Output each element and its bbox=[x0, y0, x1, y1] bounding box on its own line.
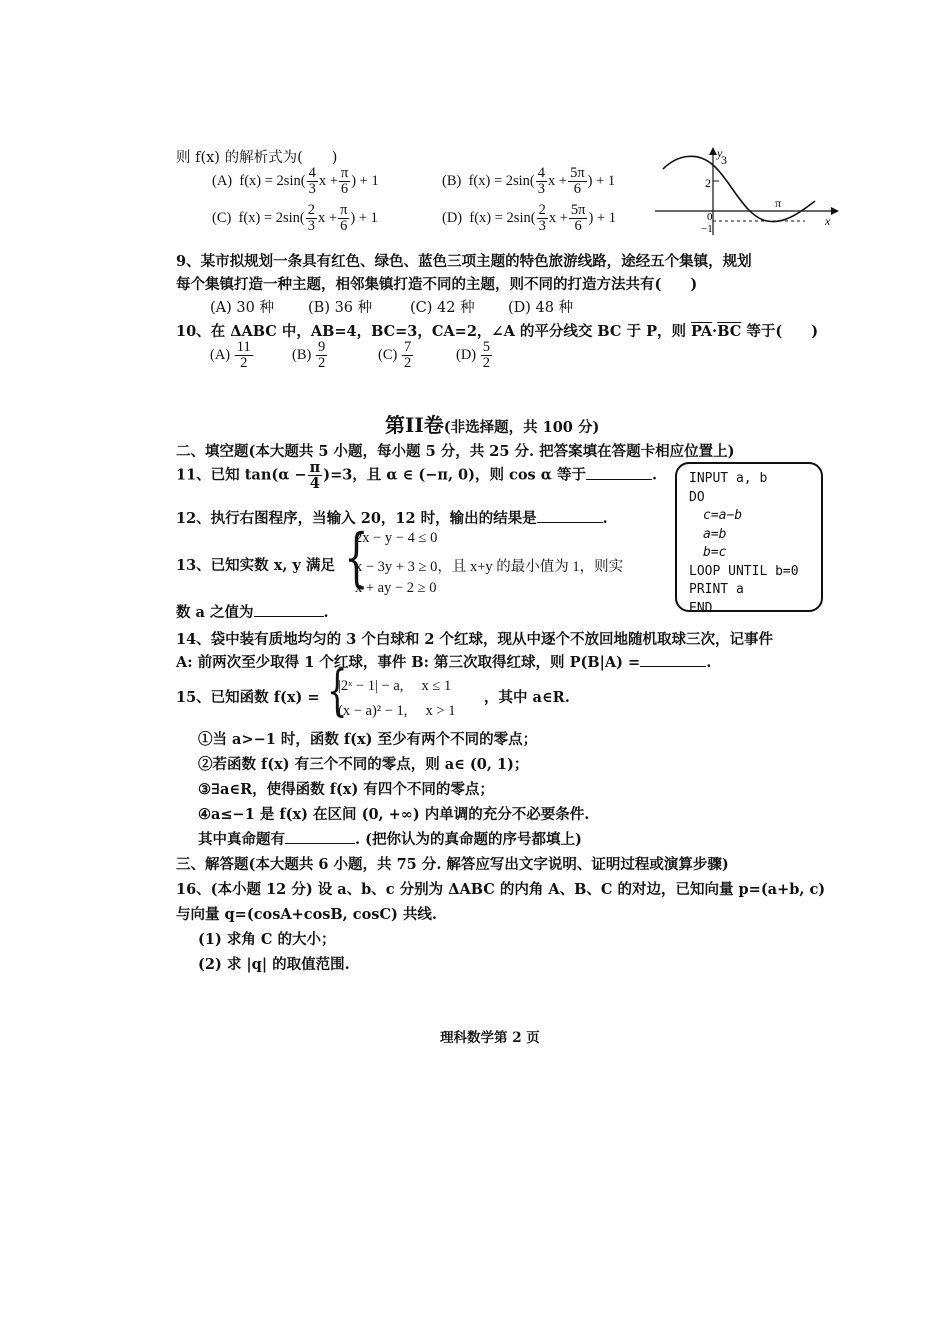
q13-ineq-1: 2x − y − 4 ≤ 0 bbox=[355, 530, 438, 546]
q16-line1: 16、(本小题 12 分) 设 a、b、c 分别为 ΔABC 的内角 A、B、C 的对边，已知向量 p=(a+b, c) bbox=[176, 881, 826, 898]
q9-option-d: (D) 48 种 bbox=[508, 300, 574, 316]
origin-label: 0 bbox=[707, 211, 713, 223]
q15-answer-blank bbox=[285, 843, 355, 844]
q16-sub2: (2) 求 |q| 的取值范围. bbox=[198, 956, 350, 973]
q8-stem: 则 f(x) 的解析式为( ) bbox=[176, 150, 338, 166]
q14-answer-blank bbox=[640, 666, 706, 667]
q9-line2: 每个集镇打造一种主题，相邻集镇打造不同的主题，则不同的打造方法共有( ) bbox=[176, 276, 698, 293]
program-line-4: a=b bbox=[703, 526, 727, 542]
part2-title: 第II卷(非选择题，共 100 分) bbox=[385, 413, 600, 437]
page-footer: 理科数学第 2 页 bbox=[440, 1030, 540, 1046]
section3-header: 三、解答题(本大题共 6 小题，共 75 分. 解答应写出文字说明、证明过程或演算步骤) bbox=[176, 856, 729, 873]
x-axis-arrow bbox=[831, 207, 839, 215]
program-line-3: c=a−b bbox=[703, 508, 743, 523]
program-line-8: END bbox=[689, 600, 713, 616]
q15-item-1: ①当 a>−1 时，函数 f(x) 至少有两个不同的零点； bbox=[198, 731, 538, 748]
q8-option-a: (A) f(x) = 2sin( $\frac{4}{3}$ x + $\frac{\pi}{6}$ ) + 1 bbox=[212, 165, 379, 198]
program-line-1: INPUT a, b bbox=[689, 471, 768, 486]
program-box bbox=[675, 462, 823, 616]
q15-case-1: |2ˣ − 1| − a, x ≤ 1 bbox=[338, 678, 452, 694]
q15-item-4: ④a≤−1 是 f(x) 在区间 (0, +∞) 内单调的充分不必要条件. bbox=[198, 806, 590, 823]
q8-option-b: (B) f(x) = 2sin( $\frac{4}{3}$ x + $\frac{5\pi}{6}$ ) + 1 bbox=[442, 165, 616, 198]
q13-answer-blank bbox=[254, 616, 324, 617]
x-label-pi: π bbox=[775, 196, 782, 210]
vector-bc: $\overline{BC}$ bbox=[717, 323, 742, 340]
section2-header: 二、填空题(本大题共 5 小题，每小题 5 分，共 25 分. 把答案填在答题卡相应位置上) bbox=[176, 443, 735, 460]
program-line-6: LOOP UNTIL b=0 bbox=[689, 563, 799, 579]
q16-sub1: (1) 求角 C 的大小； bbox=[198, 931, 336, 948]
q12: 12、执行右图程序，当输入 20，12 时，输出的结果是 . bbox=[176, 510, 608, 527]
q15-item-3: ③∃a∈R，使得函数 f(x) 有四个不同的零点； bbox=[198, 781, 494, 798]
q15-item-2: ②若函数 f(x) 有三个不同的零点，则 a∈ (0, 1)； bbox=[198, 756, 529, 773]
q8-option-c: (C) f(x) = 2sin( $\frac{2}{3}$ x + $\frac{\pi}{6}$ ) + 1 bbox=[212, 202, 378, 235]
sine-curve bbox=[663, 156, 815, 221]
y-label-2: 2 bbox=[705, 176, 711, 190]
q9-option-b: (B) 36 种 bbox=[308, 300, 373, 316]
q15-brace: { bbox=[326, 659, 348, 722]
q9-option-a: (A) 30 种 bbox=[210, 300, 274, 316]
q13-ineq-2: x − 3y + 3 ≥ 0，且 x+y 的最小值为 1，则实 bbox=[355, 559, 624, 575]
q10-option-b: (B) $\frac{9}{2}$ bbox=[292, 339, 326, 372]
q16-line2: 与向量 q=(cosA+cosB, cosC) 共线. bbox=[176, 906, 437, 923]
q15-ask: 其中真命题有 . (把你认为的真命题的序号都填上) bbox=[198, 831, 582, 848]
q13-ineq-3: x + ay − 2 ≥ 0 bbox=[355, 580, 437, 596]
q15-pre: 15、已知函数 f(x) = bbox=[176, 689, 320, 706]
y-label-neg1: −1 bbox=[701, 223, 713, 235]
q11-answer-blank bbox=[586, 479, 652, 480]
q10-option-c: (C) $\frac{7}{2}$ bbox=[378, 339, 412, 372]
y-axis-arrow bbox=[709, 147, 717, 155]
program-line-5: b=c bbox=[703, 545, 727, 560]
q13-pre: 13、已知实数 x, y 满足 bbox=[176, 557, 335, 574]
q14-line1: 14、袋中装有质地均匀的 3 个白球和 2 个红球，现从中逐个不放回地随机取球三次，记事件 bbox=[176, 631, 774, 648]
q13-line2: 数 a 之值为 . bbox=[176, 604, 329, 621]
x-axis-label: x bbox=[825, 214, 831, 228]
q14-line2: A: 前两次至少取得 1 个红球，事件 B: 第三次取得红球，则 P(B|A) = . bbox=[176, 654, 712, 671]
q15-case-2: (x − a)² − 1, x > 1 bbox=[338, 703, 456, 719]
q10-option-d: (D) $\frac{5}{2}$ bbox=[456, 339, 491, 372]
q13-brace: { bbox=[344, 521, 369, 595]
q10-option-a: (A) $\frac{11}{2}$ bbox=[210, 339, 251, 372]
q9-line1: 9、某市拟规划一条具有红色、绿色、蓝色三项主题的特色旅游线路，途经五个集镇，规划 bbox=[176, 253, 752, 270]
q8-option-d: (D) f(x) = 2sin( $\frac{2}{3}$ x + $\frac{5\pi}{6}$ ) + 1 bbox=[442, 202, 616, 235]
y-label-3: 3 bbox=[721, 153, 727, 167]
vector-pa: $\overline{PA}$ bbox=[691, 323, 713, 340]
q12-answer-blank bbox=[537, 522, 603, 523]
q15-post: ，其中 a∈R. bbox=[484, 689, 570, 706]
q8-sine-graph bbox=[655, 145, 840, 240]
q10-stem: 10、在 ΔABC 中，AB=4，BC=3，CA=2，∠A 的平分线交 BC 于 P，则 $\overline{PA}\cdot\overline{BC}$ 等于( ) bbox=[176, 323, 819, 340]
q11: 11、已知 tan(α − $\frac{\pi}{4}$ )=3，且 α ∈ (−π, 0)，则 cos α 等于 . bbox=[176, 459, 658, 493]
y-axis-label: y bbox=[717, 146, 723, 160]
q9-option-c: (C) 42 种 bbox=[410, 300, 475, 316]
program-line-7: PRINT a bbox=[689, 582, 744, 597]
program-line-2: DO bbox=[689, 489, 705, 505]
